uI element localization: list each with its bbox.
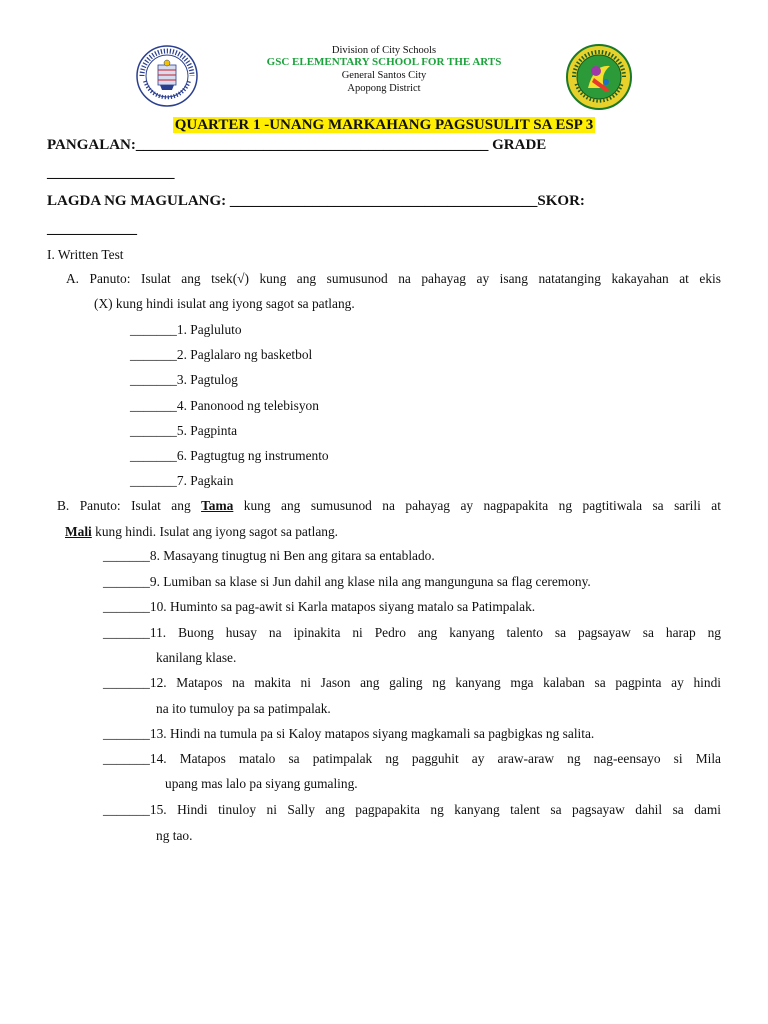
part-a-item[interactable]: _______7. Pagkain (130, 473, 234, 488)
name-blank[interactable]: _______________________________________________ (135, 137, 489, 153)
grade-label: GRADE (492, 137, 547, 153)
score-label: SKOR: (537, 193, 585, 209)
test-heading: I. Written Test (47, 247, 124, 262)
grade-blank[interactable]: _________________ (47, 165, 175, 181)
part-b-item[interactable]: _______15. Hindi tinuloy ni Sally ang pagpapakita ng kanyang talent sa pagsayaw dahil sa dami (103, 802, 721, 817)
score-blank[interactable]: ____________ (47, 221, 137, 237)
district-text: Apopong District (347, 83, 421, 94)
part-b-item-continued: kanilang klase. (156, 650, 237, 665)
deped-seal-icon (136, 45, 198, 107)
part-b-instruction-line1 (57, 498, 721, 514)
name-label: PANGALAN: (47, 137, 136, 153)
part-a-instruction-line1: A. Panuto: Isulat ang tsek(√) kung ang sumusunod na pahayag ay isang natatanging kakayahan at ekis (66, 271, 721, 286)
school-logo-icon (566, 44, 632, 110)
signature-label: LAGDA NG MAGULANG: (47, 193, 227, 209)
part-b-item[interactable]: _______10. Huminto sa pag-awit si Karla matapos siyang matalo sa Patimpalak. (103, 599, 536, 614)
part-b-item[interactable]: _______11. Buong husay na ipinakita ni Pedro ang kanyang talento sa pagsayaw sa harap ng (103, 625, 721, 640)
division-text: Division of City Schools (331, 45, 437, 56)
part-b-item-continued: na ito tumuloy pa sa patimpalak. (156, 701, 331, 716)
part-b-instruction-post: kung hindi. Isulat ang iyong sagot sa patlang. (95, 524, 338, 539)
school-name: GSC ELEMENTARY SCHOOL FOR THE ARTS (266, 56, 502, 68)
exam-title-text: QUARTER 1 -UNANG MARKAHANG PAGSUSULIT SA ESP 3 (174, 117, 594, 133)
signature-blank[interactable]: _________________________________________ (229, 193, 538, 209)
part-b-item-continued: ng tao. (156, 828, 193, 843)
part-b-item[interactable]: _______13. Hindi na tumula pa si Kaloy matapos siyang magkamali sa pagbigkas ng salita. (103, 726, 595, 741)
part-a-instruction-line2: (X) kung hindi isulat ang iyong sagot sa patlang. (94, 296, 355, 311)
part-a-item[interactable]: _______3. Pagtulog (130, 372, 238, 387)
signature-row (47, 192, 585, 210)
part-b-item[interactable]: _______14. Matapos matalo sa patimpalak ng pagguhit ay araw-araw ng nag-eensayo si Mila (103, 751, 721, 766)
part-b-item[interactable]: _______9. Lumiban sa klase si Jun dahil ang klase nila ang mangunguna sa flag ceremony. (103, 574, 591, 589)
part-b-item-continued: upang mas lalo pa siyang gumaling. (165, 776, 358, 791)
part-b-instruction-pre: B. Panuto: Isulat ang (57, 498, 191, 513)
city-text: General Santos City (341, 70, 427, 81)
part-a-item[interactable]: _______4. Panonood ng telebisyon (130, 398, 319, 413)
part-b-item[interactable]: _______12. Matapos na makita ni Jason ang galing ng kanyang mga kalaban sa pagpinta ay hindi (103, 675, 721, 690)
part-a-item[interactable]: _______1. Pagluluto (130, 322, 242, 337)
part-a-item[interactable]: _______2. Paglalaro ng basketbol (130, 347, 313, 362)
name-row (47, 136, 546, 154)
exam-title (0, 116, 768, 134)
part-b-item[interactable]: _______8. Masayang tinugtug ni Ben ang gitara sa entablado. (103, 548, 435, 563)
part-a-item[interactable]: _______6. Pagtugtug ng instrumento (130, 448, 329, 463)
part-a-item[interactable]: _______5. Pagpinta (130, 423, 238, 438)
mali-keyword: Mali (65, 524, 92, 539)
tama-keyword: Tama (201, 498, 234, 513)
part-b-instruction-mid: kung ang sumusunod na pahayag ay nagpapakita ng pagtitiwala sa sarili at (243, 498, 721, 513)
part-b-instruction-line2 (65, 524, 338, 540)
